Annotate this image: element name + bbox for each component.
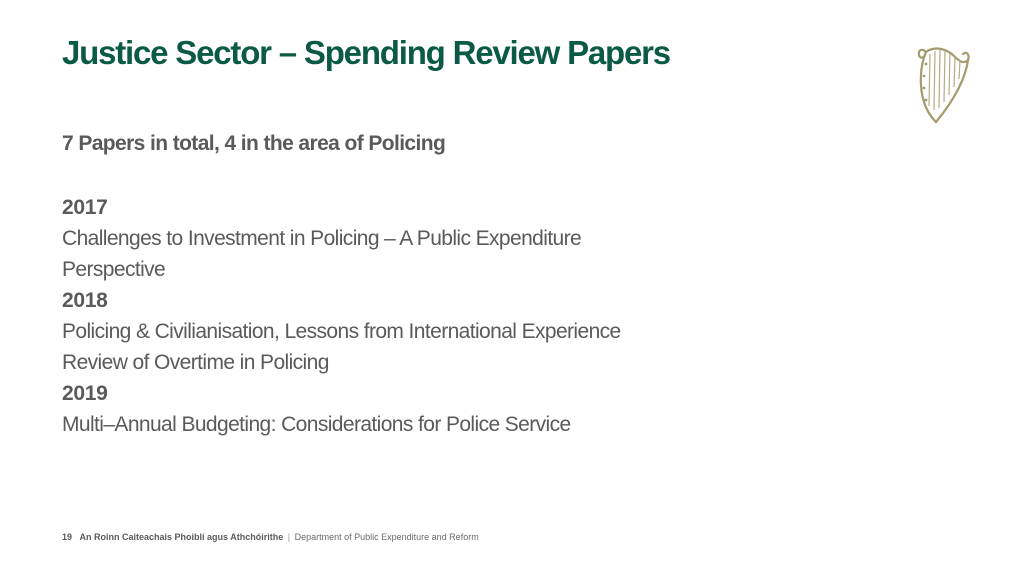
page-number: 19 bbox=[62, 532, 73, 542]
paper-title: Review of Overtime in Policing bbox=[62, 351, 329, 374]
paper-title: Perspective bbox=[62, 258, 166, 281]
footer-separator: | bbox=[287, 532, 291, 542]
department-name-english: Department of Public Expenditure and Reform bbox=[294, 532, 479, 542]
summary-line: 7 Papers in total, 4 in the area of Policing bbox=[62, 132, 446, 155]
paper-title: Challenges to Investment in Policing – A Public Expenditure bbox=[62, 227, 582, 250]
slide-title: Justice Sector – Spending Review Papers bbox=[62, 34, 670, 71]
year-heading: 2017 bbox=[62, 196, 108, 219]
department-name-irish: An Roinn Caiteachais Phoiblí agus Athchóirithe bbox=[79, 532, 284, 542]
content-block bbox=[62, 130, 882, 440]
footer bbox=[62, 532, 479, 542]
harp-icon bbox=[912, 42, 974, 126]
paper-title: Policing & Civilianisation, Lessons from International Experience bbox=[62, 320, 621, 343]
year-heading: 2018 bbox=[62, 289, 108, 312]
paper-title: Multi–Annual Budgeting: Considerations for Police Service bbox=[62, 413, 571, 436]
year-heading: 2019 bbox=[62, 382, 108, 405]
